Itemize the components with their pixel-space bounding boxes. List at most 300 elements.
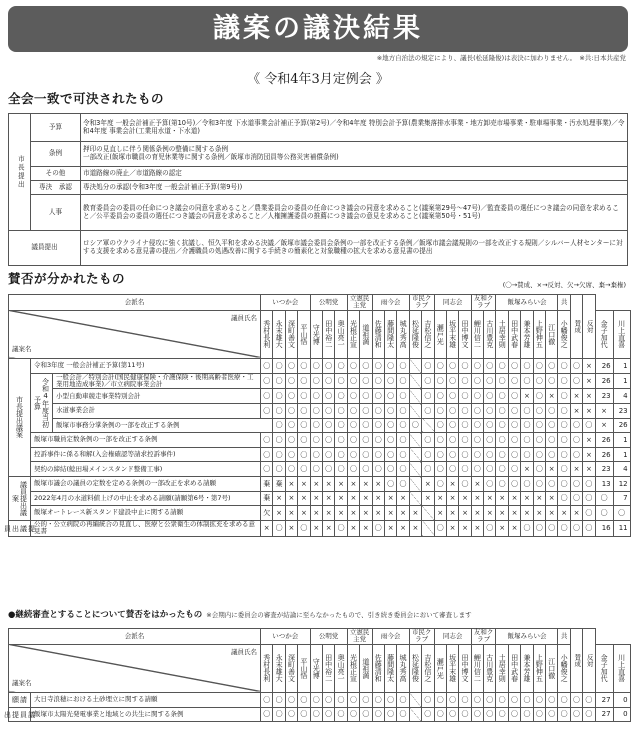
- vote-mark: 〇: [496, 707, 508, 722]
- bill-name: 飯塚市事務分掌条例の一部を改正する条例: [53, 418, 273, 433]
- vote-mark: 〇: [558, 389, 570, 404]
- vote-mark: 〇: [397, 433, 409, 448]
- vote-mark: 〇: [384, 692, 396, 707]
- vote-mark: 〇: [484, 433, 496, 448]
- vote-mark: ×: [583, 462, 595, 477]
- vote-mark: 〇: [273, 707, 285, 722]
- vote-mark: 〇: [459, 477, 471, 492]
- vote-mark: 〇: [397, 373, 409, 389]
- vote-mark: [409, 447, 421, 462]
- vote-mark: ×: [570, 462, 582, 477]
- continued-note: ※会期内に委員会の審査が結論に至らなかったもので、引き続き委員会において審査します: [206, 611, 472, 619]
- no-count: 1: [613, 358, 630, 373]
- vote-mark: 〇: [322, 462, 334, 477]
- vote-mark: ×: [496, 506, 508, 521]
- vote-mark: ×: [360, 477, 372, 492]
- vote-mark: 〇: [595, 506, 613, 521]
- vote-mark: 〇: [459, 358, 471, 373]
- yes-count: 23: [595, 389, 613, 404]
- vote-mark: ×: [583, 404, 595, 419]
- vote-mark: 〇: [285, 358, 297, 373]
- vote-mark: ×: [508, 506, 520, 521]
- row-text: 教育委員会の委員の任命につき議会の同意を求めること／農業委員会の委員の任命につき議会の同意を求めること(議案第29号～47号)／監査委員の選任につき議会の同意を求めること／公平委員会の委員の選任につき議会の同意を求めること／人権擁護委員の推薦につき議会の意見を求めること(議案第50号・51号): [81, 195, 628, 231]
- row-text: 専決処分の承認(令和3年度 一般会計補正予算(第9号)): [81, 181, 628, 195]
- vote-mark: 〇: [360, 358, 372, 373]
- no-count: 1: [613, 373, 630, 389]
- vote-mark: 〇: [546, 692, 558, 707]
- vote-mark: 〇: [533, 707, 545, 722]
- legend: (〇→賛成、×→反対、欠→欠席、棄→棄権): [502, 281, 626, 289]
- vote-mark: 〇: [261, 389, 273, 404]
- vote-mark: 〇: [347, 433, 359, 448]
- member-name: 松延隆俊: [409, 644, 421, 692]
- vote-mark: 〇: [335, 389, 347, 404]
- vote-mark: 〇: [558, 373, 570, 389]
- member-name: 秀村長利: [261, 310, 273, 358]
- vote-mark: 〇: [298, 404, 310, 419]
- vote-mark: 〇: [613, 506, 630, 521]
- vote-mark: 〇: [434, 358, 446, 373]
- vote-mark: 〇: [446, 433, 458, 448]
- yes-header: 賛成: [570, 295, 582, 359]
- vote-mark: 〇: [446, 707, 458, 722]
- vote-mark: 〇: [446, 418, 458, 433]
- vote-mark: 〇: [335, 358, 347, 373]
- vote-mark: 〇: [434, 692, 446, 707]
- vote-mark: 〇: [521, 447, 533, 462]
- vote-mark: 〇: [496, 433, 508, 448]
- table-row: [9, 389, 631, 404]
- vote-mark: 〇: [508, 373, 520, 389]
- vote-mark: ×: [384, 491, 396, 506]
- vote-mark: 〇: [285, 433, 297, 448]
- vote-mark: 〇: [521, 404, 533, 419]
- vote-mark: 〇: [347, 692, 359, 707]
- member-name: 松延隆俊: [409, 310, 421, 358]
- member-name: 城丸秀高: [397, 644, 409, 692]
- vote-mark: ×: [273, 491, 285, 506]
- vote-mark: 〇: [521, 692, 533, 707]
- vote-mark: 〇: [434, 418, 446, 433]
- member-name: 永末雄大: [273, 310, 285, 358]
- vote-mark: 〇: [347, 447, 359, 462]
- vote-mark: ×: [446, 477, 458, 492]
- vote-mark: 〇: [471, 389, 483, 404]
- party-name: 友和クラブ: [471, 295, 496, 311]
- vote-mark: 〇: [360, 692, 372, 707]
- party-name: 立憲民主党: [347, 629, 372, 645]
- vote-mark: ×: [310, 477, 322, 492]
- yes-count: 26: [595, 373, 613, 389]
- vote-mark: 〇: [397, 477, 409, 492]
- vote-mark: 〇: [459, 389, 471, 404]
- no-count: 1: [613, 433, 630, 448]
- vote-mark: 〇: [372, 692, 384, 707]
- vote-mark: 〇: [360, 373, 372, 389]
- vote-mark: ×: [310, 520, 322, 536]
- member-name: 鯉川信二: [471, 310, 483, 358]
- vote-mark: ×: [521, 389, 533, 404]
- vote-mark: ×: [484, 491, 496, 506]
- vote-mark: 〇: [310, 389, 322, 404]
- bill-name: 一般会計／特別会計(国民健康保険・介護保険・後期高齢者医療・工業用地造成事業)／市立病院事業会計: [53, 373, 261, 389]
- vote-mark: 〇: [273, 520, 285, 536]
- vote-mark: 〇: [335, 373, 347, 389]
- vote-mark: [409, 358, 421, 373]
- vote-mark: 〇: [558, 418, 570, 433]
- vote-mark: ×: [335, 506, 347, 521]
- yes-count: 27: [595, 707, 613, 722]
- vote-mark: 〇: [546, 418, 558, 433]
- vote-mark: 〇: [360, 707, 372, 722]
- vote-mark: ×: [583, 358, 595, 373]
- vote-mark: ×: [471, 506, 483, 521]
- vote-mark: 〇: [261, 447, 273, 462]
- member-name: 田中裕二: [322, 644, 334, 692]
- vote-mark: 〇: [360, 389, 372, 404]
- no-count: 12: [613, 477, 630, 492]
- vote-mark: 〇: [533, 373, 545, 389]
- vote-mark: ×: [335, 477, 347, 492]
- yes-count: 13: [595, 477, 613, 492]
- vote-mark: 〇: [459, 373, 471, 389]
- vote-mark: 〇: [310, 707, 322, 722]
- table-row: [9, 477, 631, 492]
- vote-mark: 〇: [583, 707, 595, 722]
- vote-mark: ×: [570, 506, 582, 521]
- vote-mark: ×: [471, 491, 483, 506]
- vote-mark: 〇: [298, 433, 310, 448]
- vote-mark: 〇: [496, 389, 508, 404]
- vote-mark: 〇: [484, 418, 496, 433]
- vote-mark: 〇: [285, 418, 297, 433]
- vote-mark: ×: [409, 506, 421, 521]
- vote-mark: ×: [558, 506, 570, 521]
- vote-mark: ×: [298, 491, 310, 506]
- vote-mark: 〇: [484, 373, 496, 389]
- vote-mark: 〇: [298, 358, 310, 373]
- vote-mark: 〇: [558, 477, 570, 492]
- vote-mark: ×: [347, 506, 359, 521]
- yes-count: 26: [595, 433, 613, 448]
- vote-mark: ×: [397, 520, 409, 536]
- vote-mark: 〇: [471, 433, 483, 448]
- vote-mark: ×: [471, 477, 483, 492]
- vote-mark: 〇: [273, 447, 285, 462]
- vote-mark: [409, 707, 421, 722]
- corner-cell: 議員氏名 議案名: [9, 644, 261, 692]
- row-text: 市道路線の廃止／市道路線の認定: [81, 167, 628, 181]
- vote-mark: 〇: [508, 358, 520, 373]
- vote-mark: 〇: [521, 477, 533, 492]
- member-name: 坂平末雄: [446, 644, 458, 692]
- vote-mark: 〇: [372, 707, 384, 722]
- row-label: 専決 承認: [31, 181, 81, 195]
- member-name: 深町善文: [285, 310, 297, 358]
- vote-mark: 〇: [583, 692, 595, 707]
- vote-mark: 〇: [372, 462, 384, 477]
- split-vote-table: [3, 294, 631, 537]
- vote-mark: ×: [496, 491, 508, 506]
- vote-mark: 〇: [583, 477, 595, 492]
- vote-mark: 〇: [533, 447, 545, 462]
- vote-mark: 〇: [285, 462, 297, 477]
- vote-mark: ×: [397, 491, 409, 506]
- vote-mark: 〇: [335, 692, 347, 707]
- vote-mark: 〇: [471, 707, 483, 722]
- vote-mark: [409, 477, 421, 492]
- member-name: 吉松信之: [422, 644, 434, 692]
- vote-mark: ×: [595, 418, 613, 433]
- vote-mark: 〇: [335, 404, 347, 419]
- vote-mark: 〇: [570, 692, 582, 707]
- vote-mark: 〇: [372, 404, 384, 419]
- vote-mark: 〇: [273, 389, 285, 404]
- vote-mark: 〇: [546, 404, 558, 419]
- vote-mark: 〇: [434, 477, 446, 492]
- no-count: 0: [613, 692, 630, 707]
- vote-mark: [409, 373, 421, 389]
- yes-count: 16: [595, 520, 613, 536]
- vote-mark: 〇: [397, 358, 409, 373]
- vote-mark: ×: [521, 462, 533, 477]
- vote-mark: 〇: [360, 462, 372, 477]
- vote-mark: 〇: [310, 433, 322, 448]
- group-label: 市長提出議案: [9, 358, 31, 476]
- vote-mark: 〇: [409, 418, 421, 433]
- vote-mark: 〇: [273, 462, 285, 477]
- vote-mark: ×: [446, 506, 458, 521]
- member-name: 道祖満: [360, 644, 372, 692]
- vote-mark: 〇: [558, 358, 570, 373]
- category-label: 市長提出: [9, 114, 31, 231]
- vote-mark: 〇: [508, 389, 520, 404]
- party-name: 市民クラブ: [409, 295, 434, 311]
- yes-header: 賛成: [570, 629, 582, 693]
- no-header: 反対: [583, 629, 595, 693]
- party-name: 雨今会: [372, 295, 409, 311]
- vote-mark: 〇: [298, 373, 310, 389]
- member-name: 兼本芳雄: [521, 310, 533, 358]
- vote-mark: ×: [285, 477, 297, 492]
- party-name: 公明党: [310, 295, 347, 311]
- vote-mark: 〇: [372, 358, 384, 373]
- vote-mark: 〇: [335, 433, 347, 448]
- member-name: 佐藤清和: [372, 644, 384, 692]
- vote-mark: ×: [546, 506, 558, 521]
- vote-mark: 〇: [484, 358, 496, 373]
- vote-mark: ×: [508, 520, 520, 536]
- vote-mark: 〇: [558, 462, 570, 477]
- vote-mark: 〇: [570, 418, 582, 433]
- member-name: 深町善文: [285, 644, 297, 692]
- member-name: 奥山亮一: [335, 310, 347, 358]
- member-name: 田中武春: [508, 310, 520, 358]
- vote-mark: 〇: [508, 707, 520, 722]
- vote-mark: 〇: [434, 389, 446, 404]
- yes-count: 23: [595, 462, 613, 477]
- vote-mark: 〇: [285, 373, 297, 389]
- vote-mark: 〇: [372, 373, 384, 389]
- vote-mark: 〇: [273, 373, 285, 389]
- vote-mark: 〇: [459, 707, 471, 722]
- vote-mark: 〇: [422, 447, 434, 462]
- no-count: 1: [613, 447, 630, 462]
- vote-mark: 〇: [484, 404, 496, 419]
- bill-name: 飯塚オートレース新スタンド建設中止に関する請願: [31, 506, 261, 521]
- vote-mark: 〇: [372, 433, 384, 448]
- vote-mark: 〇: [397, 707, 409, 722]
- vote-mark: ×: [446, 520, 458, 536]
- no-count: 4: [613, 389, 630, 404]
- member-name: 佐藤清和: [372, 310, 384, 358]
- member-name: 小幡俊之: [558, 644, 570, 692]
- table-row: [9, 373, 631, 389]
- vote-mark: 〇: [484, 447, 496, 462]
- member-name: 土居幸則: [496, 644, 508, 692]
- vote-mark: 〇: [521, 707, 533, 722]
- yes-count: 27: [595, 692, 613, 707]
- vote-mark: ×: [322, 520, 334, 536]
- vote-mark: 〇: [384, 707, 396, 722]
- member-name: 光根正宣: [347, 310, 359, 358]
- vote-mark: ×: [310, 506, 322, 521]
- vote-mark: 〇: [298, 389, 310, 404]
- vote-mark: 〇: [521, 373, 533, 389]
- vote-mark: 〇: [546, 373, 558, 389]
- vote-mark: 〇: [558, 404, 570, 419]
- vote-mark: 〇: [322, 373, 334, 389]
- member-name: 田中武春: [508, 644, 520, 692]
- vote-mark: ×: [546, 389, 558, 404]
- party-name: 雨今会: [372, 629, 409, 645]
- member-name: 川上直喜: [613, 310, 630, 358]
- bill-name: 令和3年度 一般会計補正予算(第11号): [31, 358, 261, 373]
- party-name: 同志会: [434, 629, 471, 645]
- member-name: 上野伸五: [533, 644, 545, 692]
- vote-mark: 〇: [583, 491, 595, 506]
- member-name: 江口徹: [546, 310, 558, 358]
- party-header: 会派名: [9, 295, 261, 311]
- vote-mark: 〇: [310, 404, 322, 419]
- vote-mark: 〇: [285, 389, 297, 404]
- vote-mark: 〇: [310, 447, 322, 462]
- vote-mark: ×: [322, 506, 334, 521]
- vote-mark: 〇: [397, 447, 409, 462]
- vote-mark: 〇: [471, 373, 483, 389]
- vote-mark: ×: [384, 520, 396, 536]
- vote-mark: ×: [508, 491, 520, 506]
- vote-mark: 〇: [546, 433, 558, 448]
- table-row: [9, 418, 631, 433]
- table-row: [9, 520, 631, 536]
- vote-mark: 欠: [261, 506, 273, 521]
- member-name: 守光博: [310, 644, 322, 692]
- vote-mark: [409, 462, 421, 477]
- vote-mark: 〇: [484, 477, 496, 492]
- bill-name: 飯塚市太陽光発電事業と地域との共生に関する条例: [31, 707, 261, 722]
- vote-mark: ×: [459, 491, 471, 506]
- vote-mark: 〇: [422, 373, 434, 389]
- vote-mark: 〇: [322, 418, 334, 433]
- vote-mark: 〇: [298, 692, 310, 707]
- member-name: 上野伸五: [533, 310, 545, 358]
- vote-mark: 〇: [261, 358, 273, 373]
- row-text: 押印の見直しに伴う関係条例の整備に関する条例 一部改正(飯塚市職員の育児休業等に関する条例／飯塚市消防団員等公務災害補償条例): [81, 142, 628, 167]
- vote-mark: 〇: [570, 358, 582, 373]
- yes-count: 26: [613, 418, 630, 433]
- vote-mark: 〇: [397, 404, 409, 419]
- vote-mark: ×: [583, 389, 595, 404]
- vote-mark: 〇: [570, 373, 582, 389]
- continued-vote-table: [3, 628, 631, 722]
- no-count: 11: [613, 520, 630, 536]
- vote-mark: 〇: [273, 433, 285, 448]
- member-name: 坂平末雄: [446, 310, 458, 358]
- vote-mark: ×: [546, 462, 558, 477]
- vote-mark: 〇: [298, 520, 310, 536]
- vote-mark: 〇: [521, 520, 533, 536]
- no-count: 0: [613, 707, 630, 722]
- vote-mark: 〇: [285, 447, 297, 462]
- vote-mark: 〇: [422, 389, 434, 404]
- vote-mark: 〇: [261, 433, 273, 448]
- vote-mark: 〇: [508, 433, 520, 448]
- vote-mark: 〇: [310, 373, 322, 389]
- party-name: 立憲民主党: [347, 295, 372, 311]
- party-name: 共: [558, 629, 570, 645]
- vote-mark: 〇: [384, 373, 396, 389]
- group-label: 請願: [9, 692, 31, 707]
- row-text: 令和3年度 一般会計補正予算(第10号)／令和3年度 下水道事業会計補正予算(第2号)／令和4年度 特別会計予算(農業集落排水事業・地方卸売市場事業・駐車場事業・汚水処理事業)／令和4年度 事業会計(工業用水道・下水道): [81, 114, 628, 142]
- corner-cell: 議員氏名 議案名: [9, 310, 261, 358]
- table-row: [9, 506, 631, 521]
- party-name: 公明党: [310, 629, 347, 645]
- table-row: [9, 692, 631, 707]
- vote-mark: [422, 520, 434, 536]
- table-row: [9, 491, 631, 506]
- vote-mark: 〇: [422, 462, 434, 477]
- vote-mark: 〇: [310, 418, 322, 433]
- vote-mark: 〇: [422, 692, 434, 707]
- vote-mark: 〇: [347, 373, 359, 389]
- vote-mark: 〇: [570, 491, 582, 506]
- vote-mark: ×: [533, 506, 545, 521]
- vote-mark: 〇: [335, 447, 347, 462]
- vote-mark: 〇: [360, 404, 372, 419]
- member-name: 秀村長利: [261, 644, 273, 692]
- vote-mark: 〇: [310, 462, 322, 477]
- no-header: 反対: [583, 295, 595, 359]
- bill-name: 契約の締結(鯰田場メインスタンド整備工事): [31, 462, 261, 477]
- bill-name: 2022年4月の水道料値上げの中止を求める請願(請願第6号・第7号): [31, 491, 261, 506]
- vote-mark: 〇: [583, 520, 595, 536]
- table-row: [9, 707, 631, 722]
- vote-mark: ×: [570, 404, 582, 419]
- vote-mark: 〇: [384, 389, 396, 404]
- vote-mark: 〇: [446, 389, 458, 404]
- member-name: 瀬戸光: [434, 644, 446, 692]
- vote-mark: 〇: [570, 477, 582, 492]
- vote-mark: ×: [434, 506, 446, 521]
- vote-mark: ×: [298, 477, 310, 492]
- vote-mark: [409, 433, 421, 448]
- vote-mark: 〇: [347, 462, 359, 477]
- vote-mark: 〇: [521, 433, 533, 448]
- vote-mark: 〇: [434, 433, 446, 448]
- member-name: 古川豊克: [484, 310, 496, 358]
- row-label: 議員提出: [9, 231, 81, 266]
